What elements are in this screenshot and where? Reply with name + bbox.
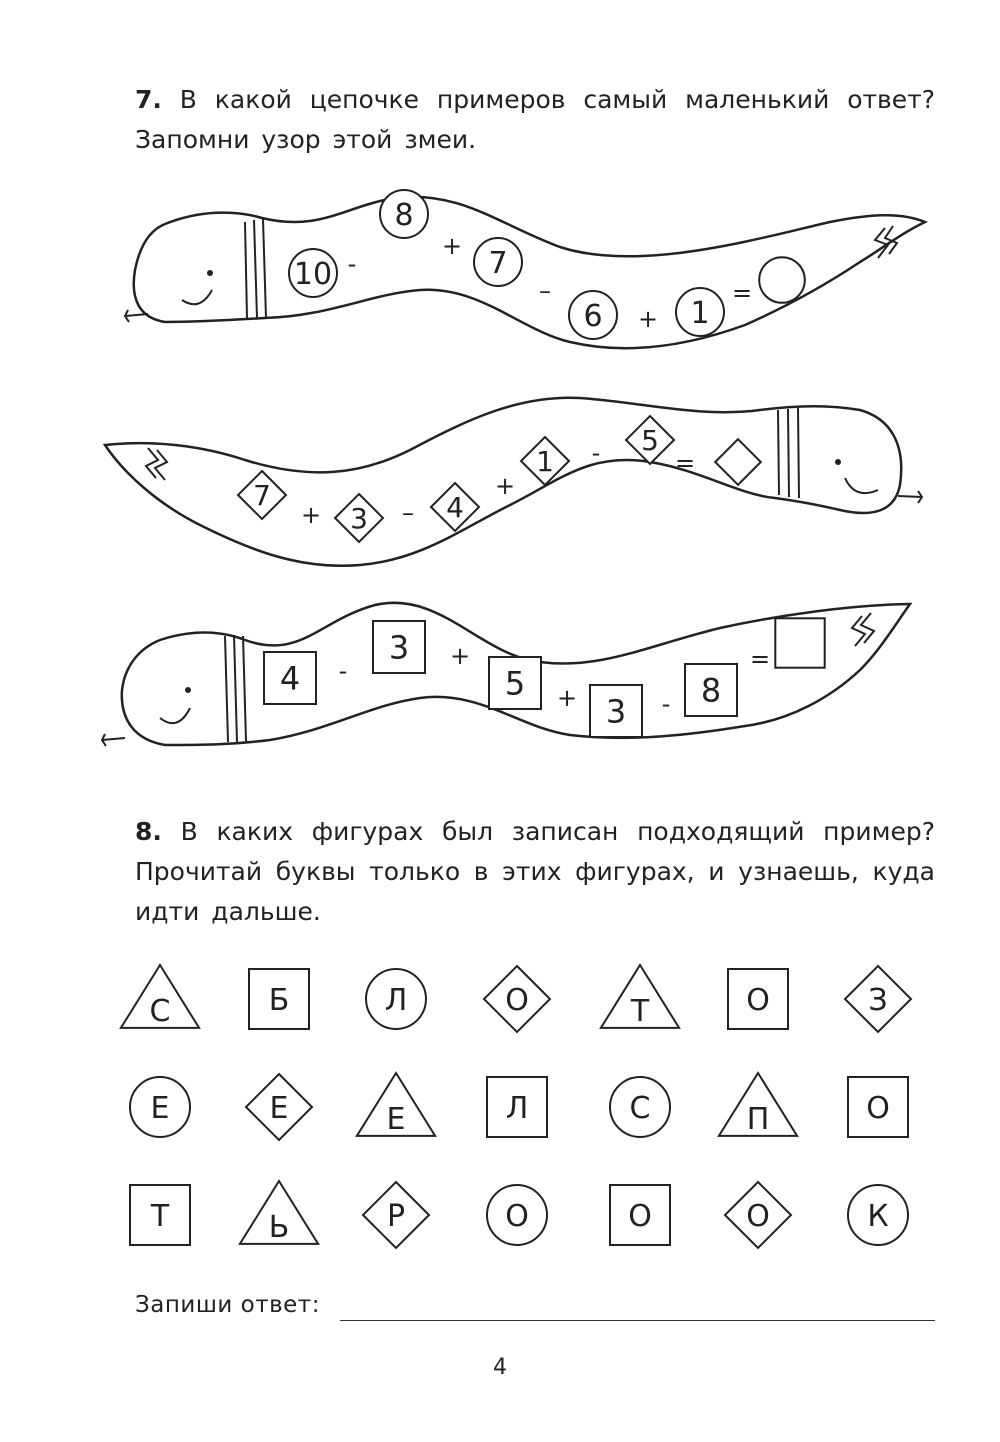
- snake-3-eye: [185, 687, 191, 693]
- task-8-number: 8.: [135, 817, 162, 846]
- answer-label: Запиши ответ:: [135, 1292, 320, 1318]
- shape-letter: О: [628, 1199, 652, 1234]
- letter-diamond: [484, 966, 550, 1032]
- equation-operator: =: [749, 645, 771, 673]
- equation-number: 7: [488, 245, 508, 281]
- page-number: 4: [493, 1355, 507, 1380]
- letter-circle: [130, 1077, 190, 1137]
- equation-number: 10: [293, 256, 333, 292]
- shape-letter: О: [746, 1199, 770, 1234]
- equation-operator: +: [556, 684, 578, 712]
- equation-number: 8: [700, 671, 722, 710]
- equation-number: 4: [279, 659, 301, 698]
- equation-number: 4: [446, 491, 464, 525]
- letter-square: [249, 969, 309, 1029]
- shape-letter: Е: [150, 1091, 170, 1126]
- letter-circle: [610, 1077, 670, 1137]
- answer-input-line[interactable]: [340, 1320, 935, 1321]
- equation-operator: +: [449, 642, 471, 670]
- shape-letter: Т: [630, 994, 650, 1029]
- shape-letter: Е: [386, 1102, 406, 1137]
- shape-letter: К: [867, 1199, 889, 1234]
- task-7-text: В какой цепочке примеров самый маленький ответ? Запомни узор этой змеи.: [135, 85, 936, 154]
- equation-operator: -: [347, 250, 357, 278]
- letter-diamond: [725, 1182, 791, 1248]
- letter-square: [610, 1185, 670, 1245]
- snake-circle: [125, 197, 925, 348]
- letter-triangle: [121, 965, 199, 1029]
- letter-triangle: [240, 1181, 318, 1245]
- equation-number: 3: [388, 628, 410, 667]
- equation-operator: -: [661, 690, 671, 718]
- equation-number: 3: [605, 692, 627, 731]
- shape-letter: Е: [269, 1091, 289, 1126]
- shape-letter: Л: [505, 1091, 529, 1126]
- shape-letter: Р: [386, 1199, 406, 1234]
- answer-area: [135, 1290, 935, 1330]
- snake-2-eye: [835, 459, 841, 465]
- shape-letter: С: [149, 994, 171, 1029]
- equation-number: 7: [253, 479, 271, 513]
- equation-operator: +: [300, 501, 322, 529]
- snake-1-body: [134, 197, 925, 348]
- shape-letter: Т: [150, 1199, 170, 1234]
- equation-number: 8: [394, 197, 414, 233]
- letter-square: [728, 969, 788, 1029]
- task-7-number: 7.: [135, 85, 162, 114]
- equation-number: 6: [583, 298, 603, 334]
- shape-letter: Л: [384, 983, 408, 1018]
- snake-3-tongue: [102, 734, 125, 746]
- equation-number: 5: [504, 664, 526, 703]
- equation-operator: -: [338, 657, 348, 685]
- letter-diamond: [363, 1182, 429, 1248]
- equation-number: 3: [350, 502, 368, 536]
- letter-diamond: [246, 1074, 312, 1140]
- equation-operator: -: [591, 439, 601, 467]
- letter-triangle: [601, 965, 679, 1029]
- shape-letter: О: [505, 983, 529, 1018]
- letter-circle: [848, 1185, 908, 1245]
- task-8-text: В каких фигурах был записан подходящий пример? Прочитай буквы только в этих фигурах, и узнаешь, куда идти дальше.: [135, 817, 936, 926]
- equation-operator: +: [637, 305, 659, 333]
- shape-letter: О: [866, 1091, 890, 1126]
- shape-letter: С: [629, 1091, 651, 1126]
- equation-operator: –: [539, 277, 551, 305]
- answer-circle-blank[interactable]: [759, 257, 805, 303]
- equation-operator: –: [402, 499, 414, 527]
- snake-1-eye: [207, 270, 213, 276]
- equation-number: 5: [641, 424, 659, 458]
- equation-number: 1: [536, 445, 554, 479]
- snake-2-tongue: [898, 491, 922, 503]
- equation-operator: =: [731, 279, 753, 307]
- letter-triangle: [719, 1073, 797, 1137]
- equation-number: 1: [690, 295, 710, 331]
- equation-operator: =: [674, 449, 696, 477]
- shape-letter: З: [868, 983, 888, 1018]
- letter-square: [130, 1185, 190, 1245]
- letter-diamond: [845, 966, 911, 1032]
- letter-circle: [366, 969, 426, 1029]
- equation-operator: +: [441, 232, 463, 260]
- letter-square: [487, 1077, 547, 1137]
- shape-letter: О: [505, 1199, 529, 1234]
- shape-letter: П: [746, 1102, 770, 1137]
- equation-operator: +: [494, 472, 516, 500]
- letter-square: [848, 1077, 908, 1137]
- letter-shapes-grid: [121, 965, 911, 1248]
- letter-circle: [487, 1185, 547, 1245]
- shape-letter: О: [746, 983, 770, 1018]
- shape-letter: Ь: [268, 1210, 290, 1245]
- letter-triangle: [357, 1073, 435, 1137]
- shape-letter: Б: [268, 983, 290, 1018]
- answer-square-blank[interactable]: [775, 618, 824, 667]
- task-8: [135, 812, 935, 932]
